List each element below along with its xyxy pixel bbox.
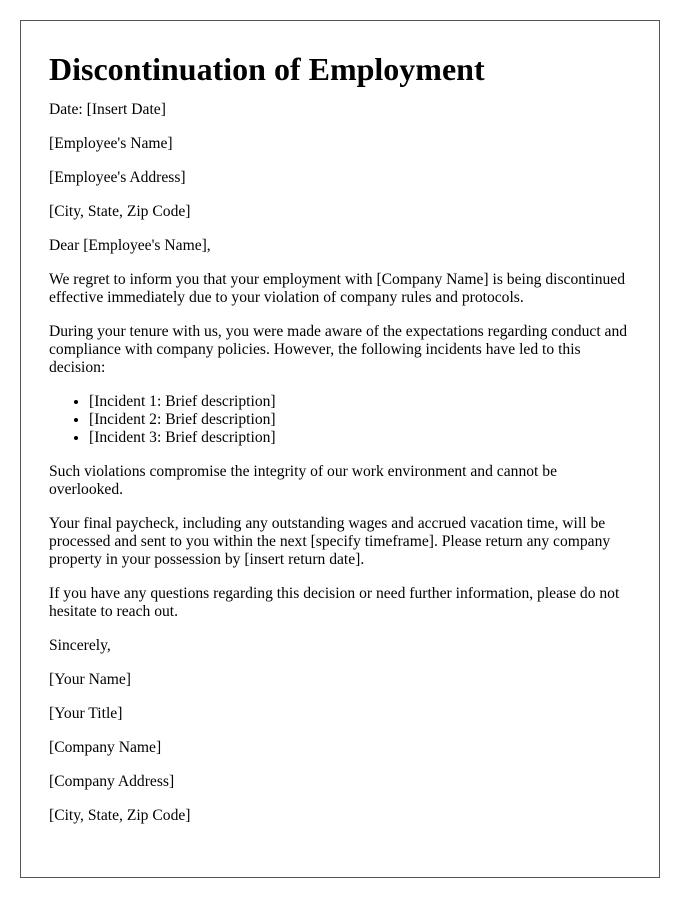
list-item: • [Incident 1: Brief description] <box>89 393 631 411</box>
employee-city-state-zip: [City, State, Zip Code] <box>49 203 191 220</box>
incident-list <box>49 393 631 447</box>
sender-title: [Your Title] <box>49 705 123 722</box>
closing: Sincerely, <box>49 637 111 654</box>
company-city-state-zip: [City, State, Zip Code] <box>49 807 191 824</box>
employee-address: [Employee's Address] <box>49 169 186 186</box>
paragraph-tenure: During your tenure with us, you were made aware of the expectations regarding conduct and compliance with company policies. However, the following incidents have led to this decision: <box>49 323 628 376</box>
letter-title: Discontinuation of Employment <box>49 51 485 87</box>
list-item: • [Incident 3: Brief description] <box>89 429 631 447</box>
sender-name: [Your Name] <box>49 671 132 688</box>
letter-page <box>20 20 660 878</box>
date-line: Date: [Insert Date] <box>49 101 166 118</box>
paragraph-violations: Such violations compromise the integrity of our work environment and cannot be overlooked. <box>49 463 557 498</box>
list-item: • [Incident 2: Brief description] <box>89 411 631 429</box>
company-address: [Company Address] <box>49 773 175 790</box>
paragraph-questions: If you have any questions regarding this decision or need further information, please do not hesitate to reach out. <box>49 585 620 620</box>
company-name: [Company Name] <box>49 739 162 756</box>
paragraph-paycheck: Your final paycheck, including any outstanding wages and accrued vacation time, will be processed and sent to you within the next [specify timeframe]. Please return any company property in your possession by [insert return date]. <box>49 515 611 568</box>
employee-name: [Employee's Name] <box>49 135 173 152</box>
paragraph-notice: We regret to inform you that your employment with [Company Name] is being discontinued effective immediately due to your violation of company rules and protocols. <box>49 271 626 306</box>
salutation: Dear [Employee's Name], <box>49 237 211 254</box>
